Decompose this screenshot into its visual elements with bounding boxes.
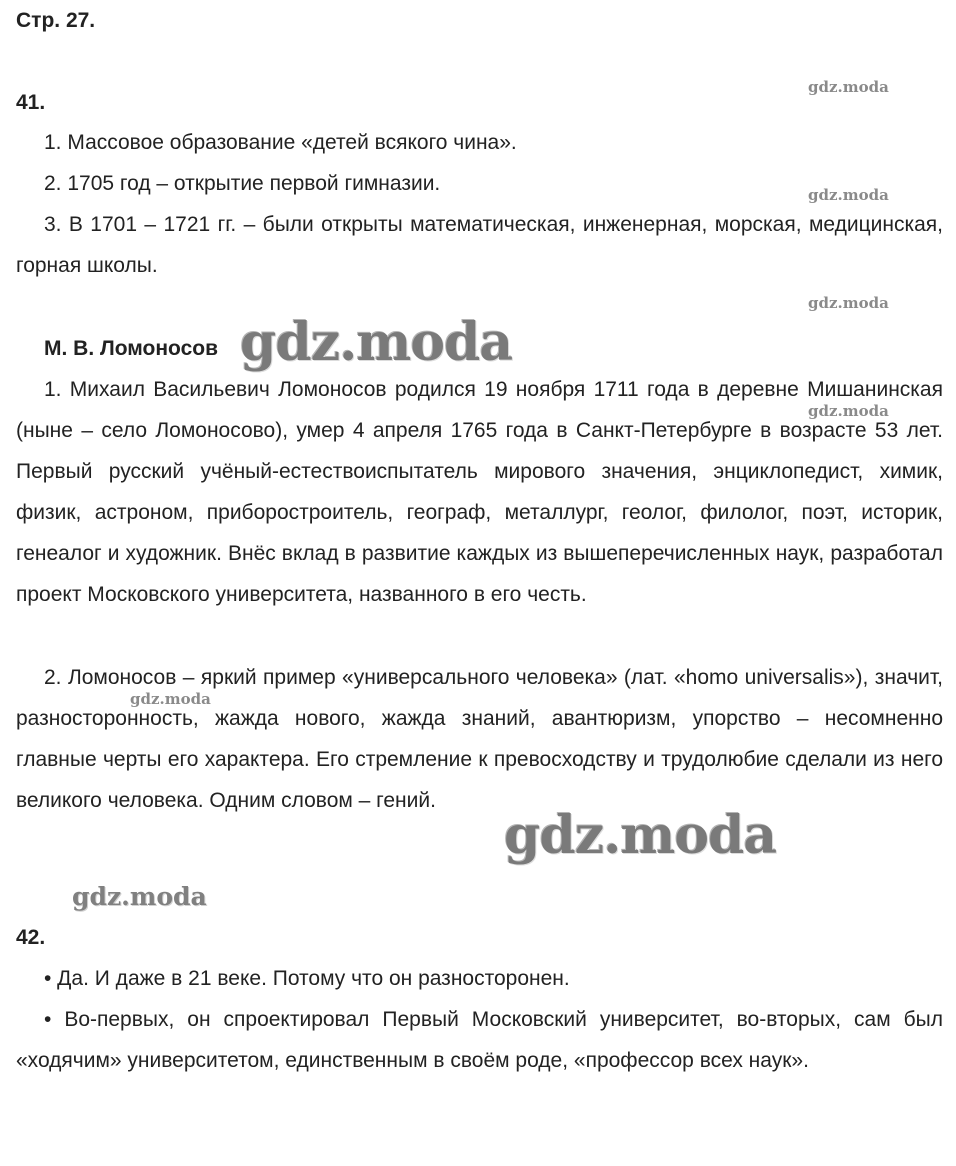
watermark-logo: gdz.moda (130, 690, 211, 708)
watermark-logo: gdz.moda (240, 312, 513, 373)
task-42-item-1: • Да. И даже в 21 веке. Потому что он разносторонен. (44, 967, 570, 990)
watermark-logo: gdz.moda (808, 78, 889, 96)
watermark-logo: gdz.moda (504, 805, 777, 866)
lomonosov-paragraph-2: 2. Ломоносов – яркий пример «универсального человека» (лат. «homo universalis»), значит, разносторонность, жажда нового, жажда знаний, авантюризм, упорство – несомненно главные черты его характера. Его стремление к превосходству и трудолюбие сделали из него великого человека. Одним словом – гений. (16, 666, 943, 812)
watermark-logo: gdz.moda (808, 186, 889, 204)
task-42-item-2: • Во-первых, он спроектировал Первый Московский университет, во-вторых, сам был «ходячим» университетом, единственным в своём роде, «профессор всех наук». (16, 1008, 943, 1072)
watermark-logo: gdz.moda (808, 402, 889, 420)
task-42-number: 42. (16, 926, 46, 949)
page-number-label: Стр. 27. (16, 9, 96, 32)
lomonosov-paragraph-1: 1. Михаил Васильевич Ломоносов родился 19 ноября 1711 года в деревне Мишанинская (ныне – село Ломоносово), умер 4 апреля 1765 года в Санкт-Петербурге в возрасте 53 лет. Первый русский учёный-естествоиспытатель мирового значения, энциклопедист, химик, физик, астроном, приборостроитель, географ, металлург, геолог, филолог, поэт, историк, генеалог и художник. Внёс вклад в развитие каждых из вышеперечисленных наук, разработал проект Московского университета, названного в его честь. (16, 378, 943, 606)
task-41-item-3: 3. В 1701 – 1721 гг. – были открыты математическая, инженерная, морская, медицинская, горная школы. (16, 213, 943, 277)
section-heading-lomonosov: М. В. Ломоносов (44, 337, 219, 360)
watermark-logo: gdz.moda (808, 294, 889, 312)
task-41-item-1: 1. Массовое образование «детей всякого чина». (44, 131, 517, 154)
task-41-number: 41. (16, 91, 46, 114)
task-41-item-2: 2. 1705 год – открытие первой гимназии. (44, 172, 441, 195)
watermark-logo: gdz.moda (72, 882, 207, 911)
